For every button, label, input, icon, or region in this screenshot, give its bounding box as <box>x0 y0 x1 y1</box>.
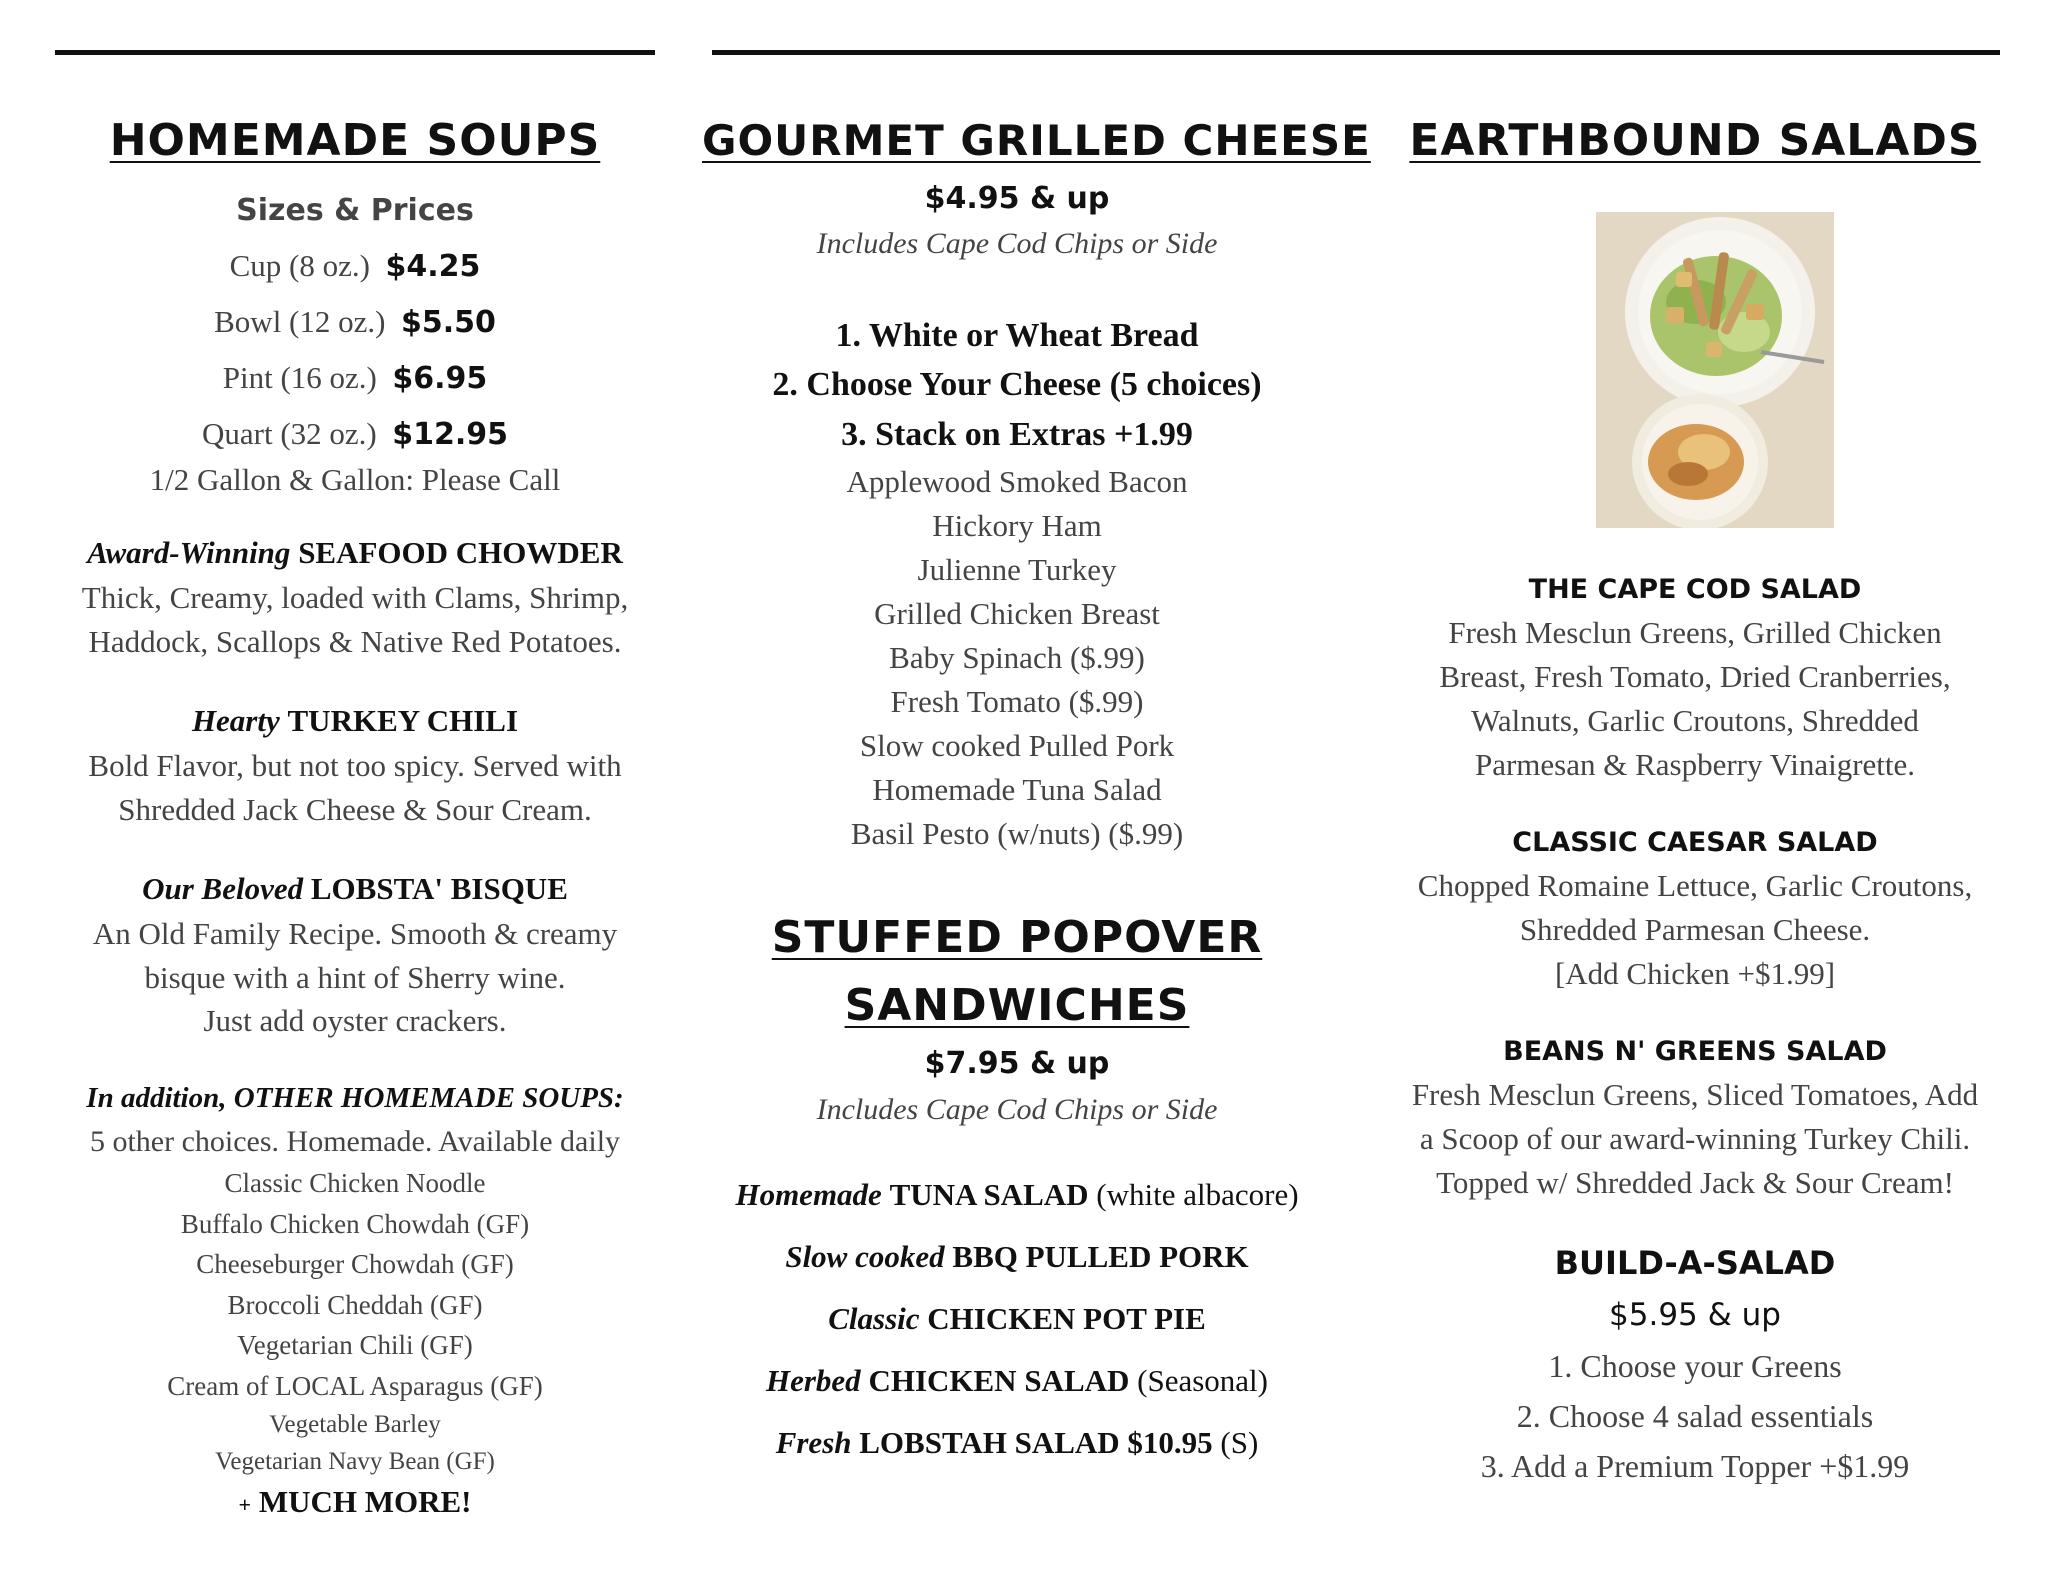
chili-desc: Bold Flavor, but not too spicy. Served with <box>88 748 622 783</box>
other-soup-item: Vegetarian Navy Bean (GF) <box>215 1448 495 1475</box>
other-soups-desc: 5 other choices. Homemade. Available daily <box>89 1125 621 1158</box>
other-soup-item: Vegetarian Chili (GF) <box>237 1330 473 1360</box>
extra-item: Fresh Tomato ($.99) <box>890 684 1144 719</box>
popover-includes: Includes Cape Cod Chips or Side <box>816 1093 1218 1126</box>
extra-item: Basil Pesto (w/nuts) ($.99) <box>850 816 1184 851</box>
popover-title-line2: SANDWICHES <box>844 980 1190 1031</box>
chili-desc: Shredded Jack Cheese & Sour Cream. <box>118 792 592 827</box>
build-step: 3. Add a Premium Topper +$1.99 <box>1480 1448 1910 1484</box>
popover-item: Slow cooked BBQ PULLED PORK <box>785 1239 1249 1274</box>
grilled-includes: Includes Cape Cod Chips or Side <box>816 227 1218 260</box>
chowder-title: Award-Winning SEAFOOD CHOWDER <box>87 535 623 570</box>
extra-item: Applewood Smoked Bacon <box>846 464 1188 499</box>
other-soup-item: Buffalo Chicken Chowdah (GF) <box>180 1209 530 1239</box>
grilled-step: 1. White or Wheat Bread <box>835 317 1199 354</box>
extra-item: Slow cooked Pulled Pork <box>859 728 1175 763</box>
salad-photo <box>1596 212 1834 528</box>
top-rule-left <box>55 50 655 55</box>
much-more: + MUCH MORE! <box>238 1484 472 1519</box>
grilled-step: 3. Stack on Extras +1.99 <box>841 416 1193 453</box>
cape-cod-salad-name: THE CAPE COD SALAD <box>1528 574 1862 605</box>
other-soup-item: Broccoli Cheddah (GF) <box>227 1290 483 1320</box>
popover-price: $7.95 & up <box>924 1046 1110 1081</box>
caesar-desc: Chopped Romaine Lettuce, Garlic Croutons, <box>1417 868 1973 903</box>
bisque-desc: bisque with a hint of Sherry wine. <box>144 960 566 995</box>
chowder-desc: Thick, Creamy, loaded with Clams, Shrimp, <box>81 580 629 615</box>
build-step: 1. Choose your Greens <box>1548 1348 1842 1384</box>
extra-item: Julienne Turkey <box>917 552 1117 587</box>
chili-title: Hearty TURKEY CHILI <box>191 703 519 738</box>
cape-cod-desc: Walnuts, Garlic Croutons, Shredded <box>1471 703 1919 738</box>
other-soup-item: Cheeseburger Chowdah (GF) <box>196 1249 514 1279</box>
other-soup-item: Cream of LOCAL Asparagus (GF) <box>167 1371 543 1401</box>
popover-item: Homemade TUNA SALAD (white albacore) <box>735 1177 1299 1212</box>
popover-item: Herbed CHICKEN SALAD (Seasonal) <box>765 1363 1268 1398</box>
gallon-note: 1/2 Gallon & Gallon: Please Call <box>149 462 561 497</box>
cape-cod-desc: Fresh Mesclun Greens, Grilled Chicken <box>1448 615 1942 650</box>
other-soups-heading: In addition, OTHER HOMEMADE SOUPS: <box>86 1082 624 1114</box>
bisque-desc: Just add oyster crackers. <box>203 1003 507 1038</box>
beans-desc: Fresh Mesclun Greens, Sliced Tomatoes, Add <box>1411 1077 1979 1112</box>
extra-item: Grilled Chicken Breast <box>874 596 1160 631</box>
sizes-heading: Sizes & Prices <box>236 193 474 228</box>
extra-item: Hickory Ham <box>932 508 1102 543</box>
build-step: 2. Choose 4 salad essentials <box>1516 1398 1874 1434</box>
chowder-desc: Haddock, Scallops & Native Red Potatoes. <box>88 624 622 659</box>
cape-cod-desc: Parmesan & Raspberry Vinaigrette. <box>1474 747 1916 782</box>
beans-desc: a Scoop of our award-winning Turkey Chili. <box>1419 1121 1971 1156</box>
extra-item: Homemade Tuna Salad <box>872 772 1162 807</box>
grilled-title: GOURMET GRILLED CHEESE <box>702 116 1371 165</box>
extra-item: Baby Spinach ($.99) <box>889 640 1145 675</box>
top-rule-right <box>712 50 2000 55</box>
build-a-salad-name: BUILD-A-SALAD <box>1554 1244 1836 1282</box>
caesar-desc: [Add Chicken +$1.99] <box>1554 956 1836 991</box>
other-soup-item: Vegetable Barley <box>269 1411 441 1438</box>
popover-item: Fresh LOBSTAH SALAD $10.95 (S) <box>775 1425 1259 1460</box>
soups-title: HOMEMADE SOUPS <box>109 115 601 166</box>
size-row-quart: Quart (32 oz.) $12.95 <box>201 416 509 452</box>
caesar-desc: Shredded Parmesan Cheese. <box>1519 912 1871 947</box>
salads-title: EARTHBOUND SALADS <box>1409 115 1981 166</box>
beans-salad-name: BEANS N' GREENS SALAD <box>1503 1036 1887 1067</box>
salad-photo-illustration <box>1596 212 1834 528</box>
grilled-step: 2. Choose Your Cheese (5 choices) <box>772 366 1262 403</box>
size-row-bowl: Bowl (12 oz.) $5.50 <box>214 304 496 340</box>
other-soup-item: Classic Chicken Noodle <box>224 1168 486 1198</box>
popover-title: STUFFED POPOVER <box>771 912 1263 963</box>
build-a-salad-price: $5.95 & up <box>1609 1297 1781 1333</box>
size-row-pint: Pint (16 oz.) $6.95 <box>222 360 488 396</box>
bisque-title: Our Beloved LOBSTA' BISQUE <box>142 871 568 906</box>
grilled-price: $4.95 & up <box>924 181 1110 216</box>
size-row-cup: Cup (8 oz.) $4.25 <box>229 248 481 284</box>
cape-cod-desc: Breast, Fresh Tomato, Dried Cranberries, <box>1439 659 1951 694</box>
caesar-salad-name: CLASSIC CAESAR SALAD <box>1512 827 1878 858</box>
bisque-desc: An Old Family Recipe. Smooth & creamy <box>92 916 618 951</box>
beans-desc: Topped w/ Shredded Jack & Sour Cream! <box>1436 1165 1954 1200</box>
popover-item: Classic CHICKEN POT PIE <box>828 1301 1206 1336</box>
